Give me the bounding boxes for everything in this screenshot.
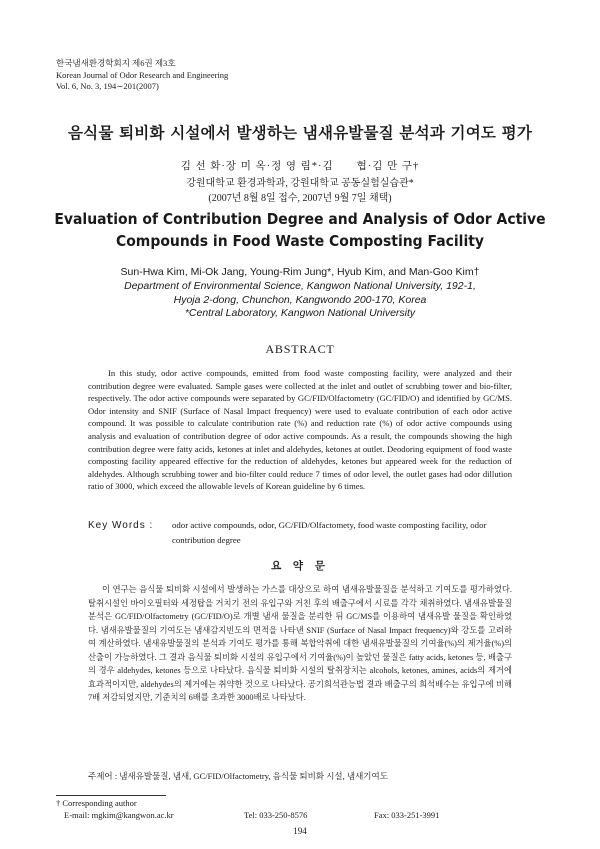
footnote-divider [56,795,166,796]
affiliation-korean: 강원대학교 환경과학과, 강원대학교 공동실험실습관* [186,178,414,189]
telephone-number: Tel: 033-250-8576 [244,810,308,820]
korean-summary-body: 이 연구는 음식물 퇴비화 시설에서 발생하는 가스를 대상으로 하여 냄새유발물질을 분석하고 기여도를 평가하였다. 탈취시설인 바이오필터와 세정탑을 거치기 전의 유입구와 거친 후의 배출구에서 시료를 각각 채취하였다. 냄새유발물질 분석은 GC/FID/Olfactometry (GC/FID/O)로 개별 냄새 물질을 분리한 뒤 GC/MS를 이용하여 냄새유발 물질을 확인하였다. 냄새유발물질의 기여도는 냄새감지빈도의 면적을 나타낸 SNIF (Surface of Nasal Impact frequency)와 강도를 고려하여 계산하였다. 냄새유발물질의 분석과 기여도 평가를 통해 복합악취에 대한 냄새유발물질의 기여율(%)의 제거율(%)의 산출이 가능하였다. 그 결과 음식물 퇴비화 시설의 유입구에서 기여율(%)이 높았던 물질은 fatty acids, ketones 등, 배출구의 경우 aldehydes, ketones 등으로 나타났다. 음식물 퇴비화 시설의 탈취장치는 alcohols, ketones, amines, acids의 제거에 효과적이지만, aldehydes의 제거에는 취약한 것으로 나타났다. 공기희석관능법 결과 배출구의 희석배수는 유입구에 비해 7배 저감되었지만, 기준치의 6배를 초과한 3000배로 나타났다. [88,585,512,702]
keywords-label: Key Words : [88,520,154,531]
journal-info [56,58,228,93]
journal-name-en: Korean Journal of Odor Research and Engineering [56,69,229,80]
keywords-text: odor active compounds, odor, GC/FID/Olfactomety, food waste composting facility, odor contribution degree [172,520,487,545]
paper-title-english-line-2: Compounds in Food Waste Composting Facility [115,232,485,250]
abstract-body: In this study, odor active compounds, emitted from food waste composting facility, were analyzed and their contribution degree were evaluated. Sample gases were collected at the inlet and outlet of scrubbing tower and bio-filter, respectively. The odor active compounds were separated by GC/FID/Olfactometry (GC/FID/O) and identified by GC/MS. Odor intensity and SNIF (Surface of Nasal Impact frequency) were used to evaluate contribution of each odor active compound. It was possible to calculate contribution rate (%) and reduction rate (%) of odor active compounds using analysis and evaluation of contribution degree of odor active compounds. As a result, the compounds showing the high contribution degree were fatty acids, ketones at inlet and aldehydes, ketones at outlet. Deodoring equipment of food waste composting facility appeared effective for the reduction of aldehydes, ketones but appeared week for the reduction of aldehydes. Although scrubbing tower and bio-filter could reduce 7 times of odor level, the outlet gases had odor dillution ratio of 3000, which exceed the allowable levels of Korean guideline by 6 times. [88,368,512,492]
abstract-heading: ABSTRACT [265,342,335,356]
authors-korean: 김 선 화·장 미 옥·정 영 림*·김 협·김 만 구† [180,161,420,172]
korean-keywords: 주제어 : 냄새유발물질, 냄새, GC/FID/Olfactometry, 음식물 퇴비화 시설, 냄새기여도 [88,771,388,781]
affiliation-english [0,280,600,321]
korean-summary-heading: 요 약 문 [271,560,329,572]
fax-number: Fax: 033-251-3991 [374,810,440,820]
page-number: 194 [293,826,307,836]
affiliation-english-line-1: Department of Environmental Science, Kangwon National University, 192-1, [124,280,476,292]
paper-title-english-line-1: Evaluation of Contribution Degree and Analysis of Odor Active [54,210,546,228]
journal-name-ko: 한국냄새환경학회지 제6권 제3호 [56,58,176,68]
authors-english: Sun-Hwa Kim, Mi-Ok Jang, Young-Rim Jung*, Hyub Kim, and Man-Goo Kim† [120,266,480,278]
paper-title-english [30,208,570,252]
footnote [56,798,546,822]
journal-volume: Vol. 6, No. 3, 194∼201(2007) [56,81,159,91]
corresponding-author-label: † Corresponding author [56,798,137,808]
received-accepted-dates: (2007년 8월 8일 접수, 2007년 9월 7일 채택) [208,193,392,204]
affiliation-english-line-2: Hyoja 2-dong, Chunchon, Kangwondo 200-170, Korea [173,293,427,306]
paper-title-korean: 음식물 퇴비화 시설에서 발생하는 냄새유발물질 분석과 기여도 평가 [67,124,533,142]
email-address: E-mail: mgkim@kangwon.ac.kr [64,810,174,820]
affiliation-english-line-3: *Central Laboratory, Kangwon National University [184,307,416,319]
